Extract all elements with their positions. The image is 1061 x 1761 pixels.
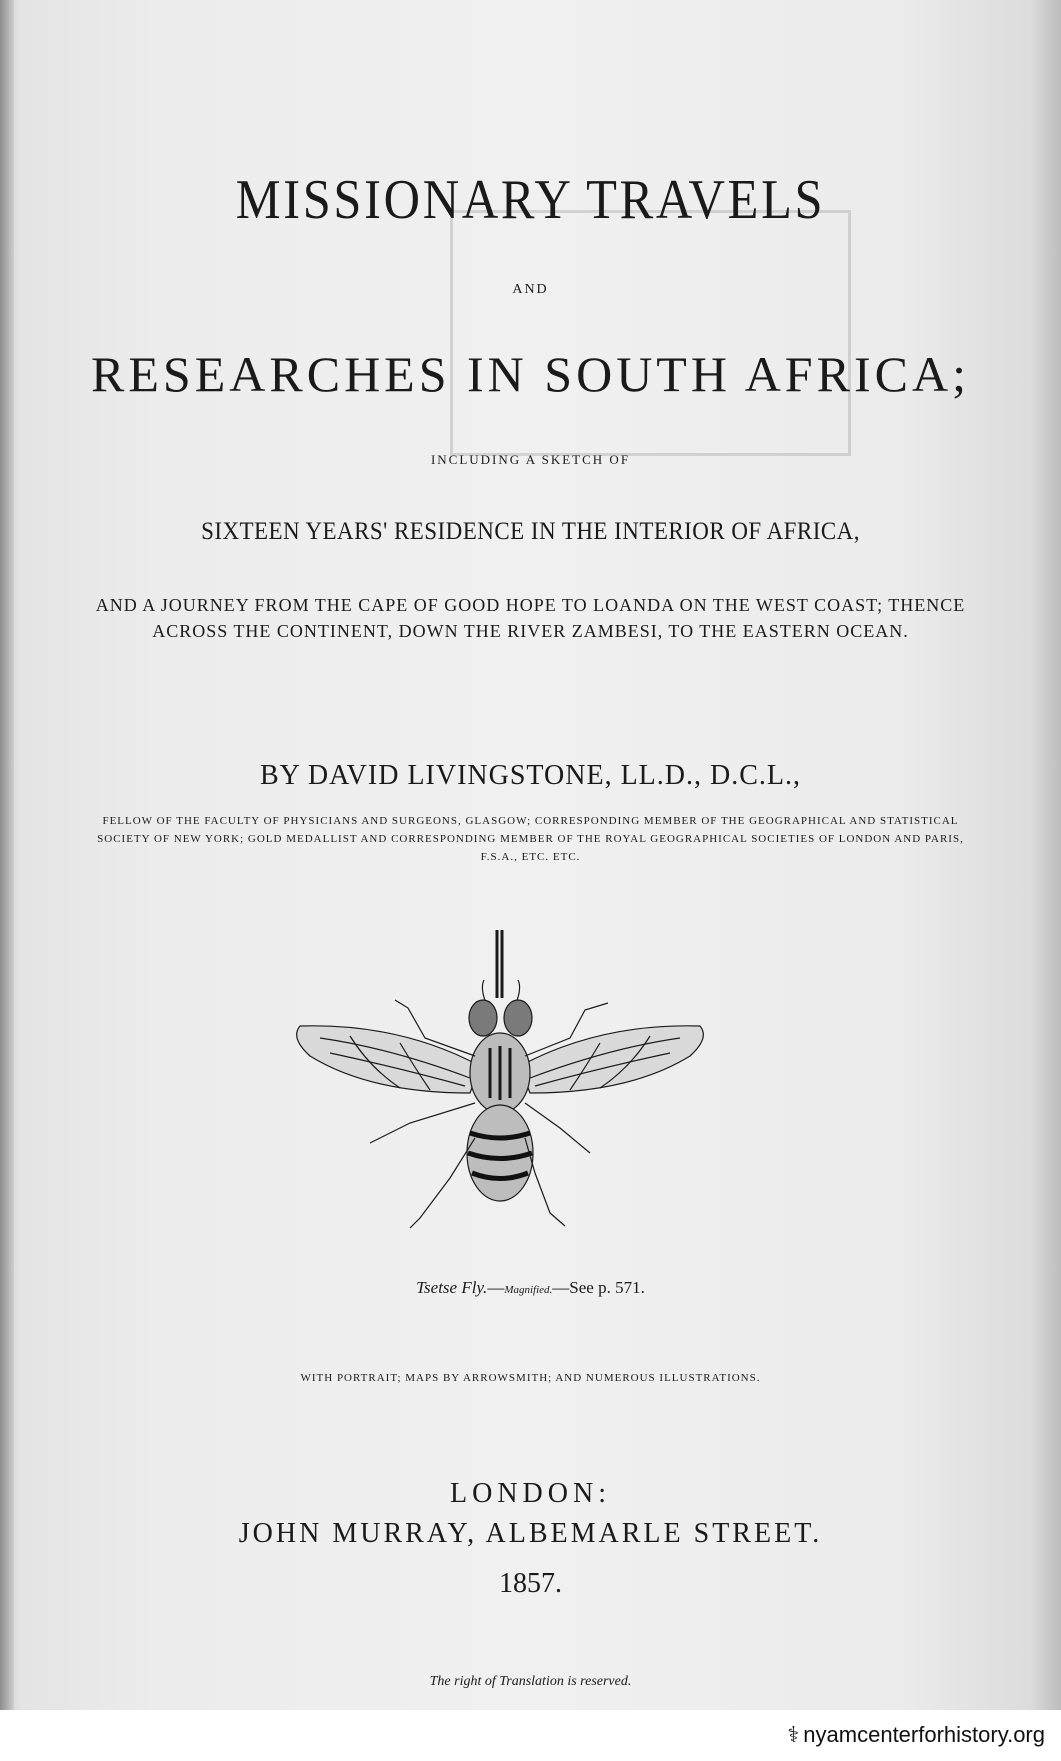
subtitle-journey: AND A JOURNEY FROM THE CAPE OF GOOD HOPE TO LOANDA ON THE WEST COAST; THENCE ACROSS THE CONTINENT, DOWN THE RIVER ZAMBESI, TO THE EASTERN OCEAN. — [95, 595, 966, 641]
tsetse-fly-illustration — [290, 928, 710, 1268]
illustration-caption — [0, 1278, 1061, 1298]
rights-notice: The right of Translation is reserved. — [429, 1674, 632, 1689]
title-line-2: RESEARCHES IN SOUTH AFRICA; — [91, 346, 970, 402]
imprint-year: 1857. — [499, 1568, 562, 1599]
caption-magnified: Magnified. — [504, 1284, 553, 1296]
title-conjunction: AND — [512, 282, 549, 297]
subtitle-including: INCLUDING A SKETCH OF — [430, 452, 631, 467]
library-stamp — [450, 210, 851, 456]
watermark-text: nyamcenterforhistory.org — [803, 1722, 1045, 1747]
imprint-city: LONDON: — [450, 1478, 611, 1509]
caption-page-ref: —See p. 571. — [552, 1278, 645, 1297]
caption-dash: — — [487, 1278, 505, 1297]
watermark — [787, 1722, 1045, 1748]
author-line: BY DAVID LIVINGSTONE, LL.D., D.C.L., — [259, 760, 801, 791]
imprint-publisher: JOHN MURRAY, ALBEMARLE STREET. — [238, 1518, 823, 1549]
author-credentials: FELLOW OF THE FACULTY OF PHYSICIANS AND SURGEONS, GLASGOW; CORRESPONDING MEMBER OF THE GEOGRAPHICAL AND STATISTICAL SOCIETY OF NEW YORK; GOLD MEDALLIST AND CORRESPONDING MEMBER OF THE ROYAL GEOGRAPHICAL SOCIETIES OF LONDON AND PARIS, F.S.A., ETC. ETC. — [97, 815, 964, 863]
footer-bar — [0, 1710, 1061, 1761]
caption-species: Tsetse Fly. — [416, 1278, 488, 1297]
caduceus-icon: ⚕ — [787, 1722, 800, 1747]
illustrations-note: WITH PORTRAIT; MAPS BY ARROWSMITH; AND NUMEROUS ILLUSTRATIONS. — [300, 1372, 761, 1384]
title-line-1: MISSIONARY TRAVELS — [235, 169, 826, 231]
subtitle-sixteen-years: SIXTEEN YEARS' RESIDENCE IN THE INTERIOR OF AFRICA, — [201, 518, 860, 545]
